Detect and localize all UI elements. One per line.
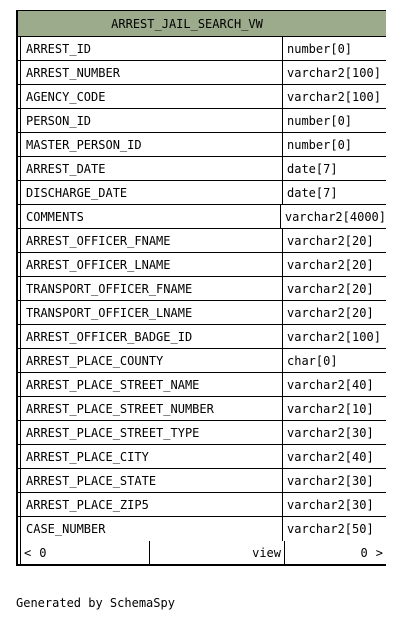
column-row[interactable] <box>18 469 386 493</box>
column-name: ARREST_OFFICER_BADGE_ID <box>20 325 283 348</box>
column-type: date[7] <box>287 161 338 176</box>
table-footer <box>18 541 386 564</box>
column-row[interactable] <box>18 517 386 541</box>
column-type: varchar2[100] <box>287 329 381 344</box>
column-row[interactable] <box>18 133 386 157</box>
column-type: varchar2[100] <box>287 65 381 80</box>
table-name-header[interactable] <box>18 11 386 37</box>
child-count: 0 <box>360 545 368 560</box>
column-name: ARREST_OFFICER_FNAME <box>20 229 283 252</box>
column-name: ARREST_PLACE_STATE <box>20 469 283 492</box>
generated-by-caption: Generated by SchemaSpy <box>16 596 175 610</box>
column-type: varchar2[20] <box>287 257 374 272</box>
column-name: ARREST_PLACE_STREET_TYPE <box>20 421 283 444</box>
column-type: number[0] <box>287 41 353 56</box>
column-row[interactable] <box>18 421 386 445</box>
column-type: varchar2[40] <box>287 377 374 392</box>
column-row[interactable] <box>18 349 386 373</box>
column-type: char[0] <box>287 353 338 368</box>
column-name: ARREST_DATE <box>20 157 283 180</box>
column-name: CASE_NUMBER <box>20 517 283 541</box>
column-name: ARREST_PLACE_CITY <box>20 445 283 468</box>
column-row[interactable] <box>18 493 386 517</box>
column-name: COMMENTS <box>20 205 281 228</box>
column-type: varchar2[30] <box>287 425 374 440</box>
column-type: varchar2[4000] <box>284 209 386 224</box>
column-row[interactable] <box>18 445 386 469</box>
column-type: varchar2[40] <box>287 449 374 464</box>
column-type: number[0] <box>287 137 353 152</box>
parent-count: 0 <box>39 545 47 560</box>
column-type: varchar2[30] <box>287 497 374 512</box>
table-entity[interactable] <box>16 10 386 566</box>
column-row[interactable] <box>18 37 386 61</box>
column-row[interactable] <box>18 61 386 85</box>
column-name: DISCHARGE_DATE <box>20 181 283 204</box>
column-name: TRANSPORT_OFFICER_LNAME <box>20 301 283 324</box>
column-type: date[7] <box>287 185 338 200</box>
child-count-cell[interactable] <box>285 541 386 564</box>
column-name: ARREST_PLACE_ZIP5 <box>20 493 283 516</box>
column-row[interactable] <box>18 157 386 181</box>
column-row[interactable] <box>18 109 386 133</box>
column-type: varchar2[20] <box>287 233 374 248</box>
table-kind-cell <box>150 541 285 564</box>
column-name: ARREST_PLACE_STREET_NAME <box>20 373 283 396</box>
column-name: ARREST_PLACE_STREET_NUMBER <box>20 397 283 420</box>
column-row[interactable] <box>18 397 386 421</box>
column-type: varchar2[30] <box>287 473 374 488</box>
column-name: ARREST_PLACE_COUNTY <box>20 349 283 372</box>
column-type: varchar2[50] <box>287 522 374 536</box>
column-row[interactable] <box>18 85 386 109</box>
parent-count-cell[interactable] <box>20 541 150 564</box>
column-row[interactable] <box>18 301 386 325</box>
column-name: MASTER_PERSON_ID <box>20 133 283 156</box>
column-name: ARREST_OFFICER_LNAME <box>20 253 283 276</box>
right-arrow-icon: > <box>375 545 383 560</box>
column-list <box>18 37 386 541</box>
column-row[interactable] <box>18 205 386 229</box>
table-kind: view <box>252 545 281 560</box>
column-type: varchar2[20] <box>287 305 374 320</box>
column-type: varchar2[10] <box>287 401 374 416</box>
column-type: varchar2[20] <box>287 281 374 296</box>
column-name: ARREST_ID <box>20 37 283 60</box>
column-type: varchar2[100] <box>287 89 381 104</box>
table-name: ARREST_JAIL_SEARCH_VW <box>111 16 263 31</box>
column-row[interactable] <box>18 181 386 205</box>
left-arrow-icon: < <box>24 545 32 560</box>
column-name: ARREST_NUMBER <box>20 61 283 84</box>
column-name: AGENCY_CODE <box>20 85 283 108</box>
column-row[interactable] <box>18 277 386 301</box>
column-row[interactable] <box>18 253 386 277</box>
column-row[interactable] <box>18 325 386 349</box>
column-row[interactable] <box>18 373 386 397</box>
column-name: PERSON_ID <box>20 109 283 132</box>
column-name: TRANSPORT_OFFICER_FNAME <box>20 277 283 300</box>
column-row[interactable] <box>18 229 386 253</box>
column-type: number[0] <box>287 113 353 128</box>
